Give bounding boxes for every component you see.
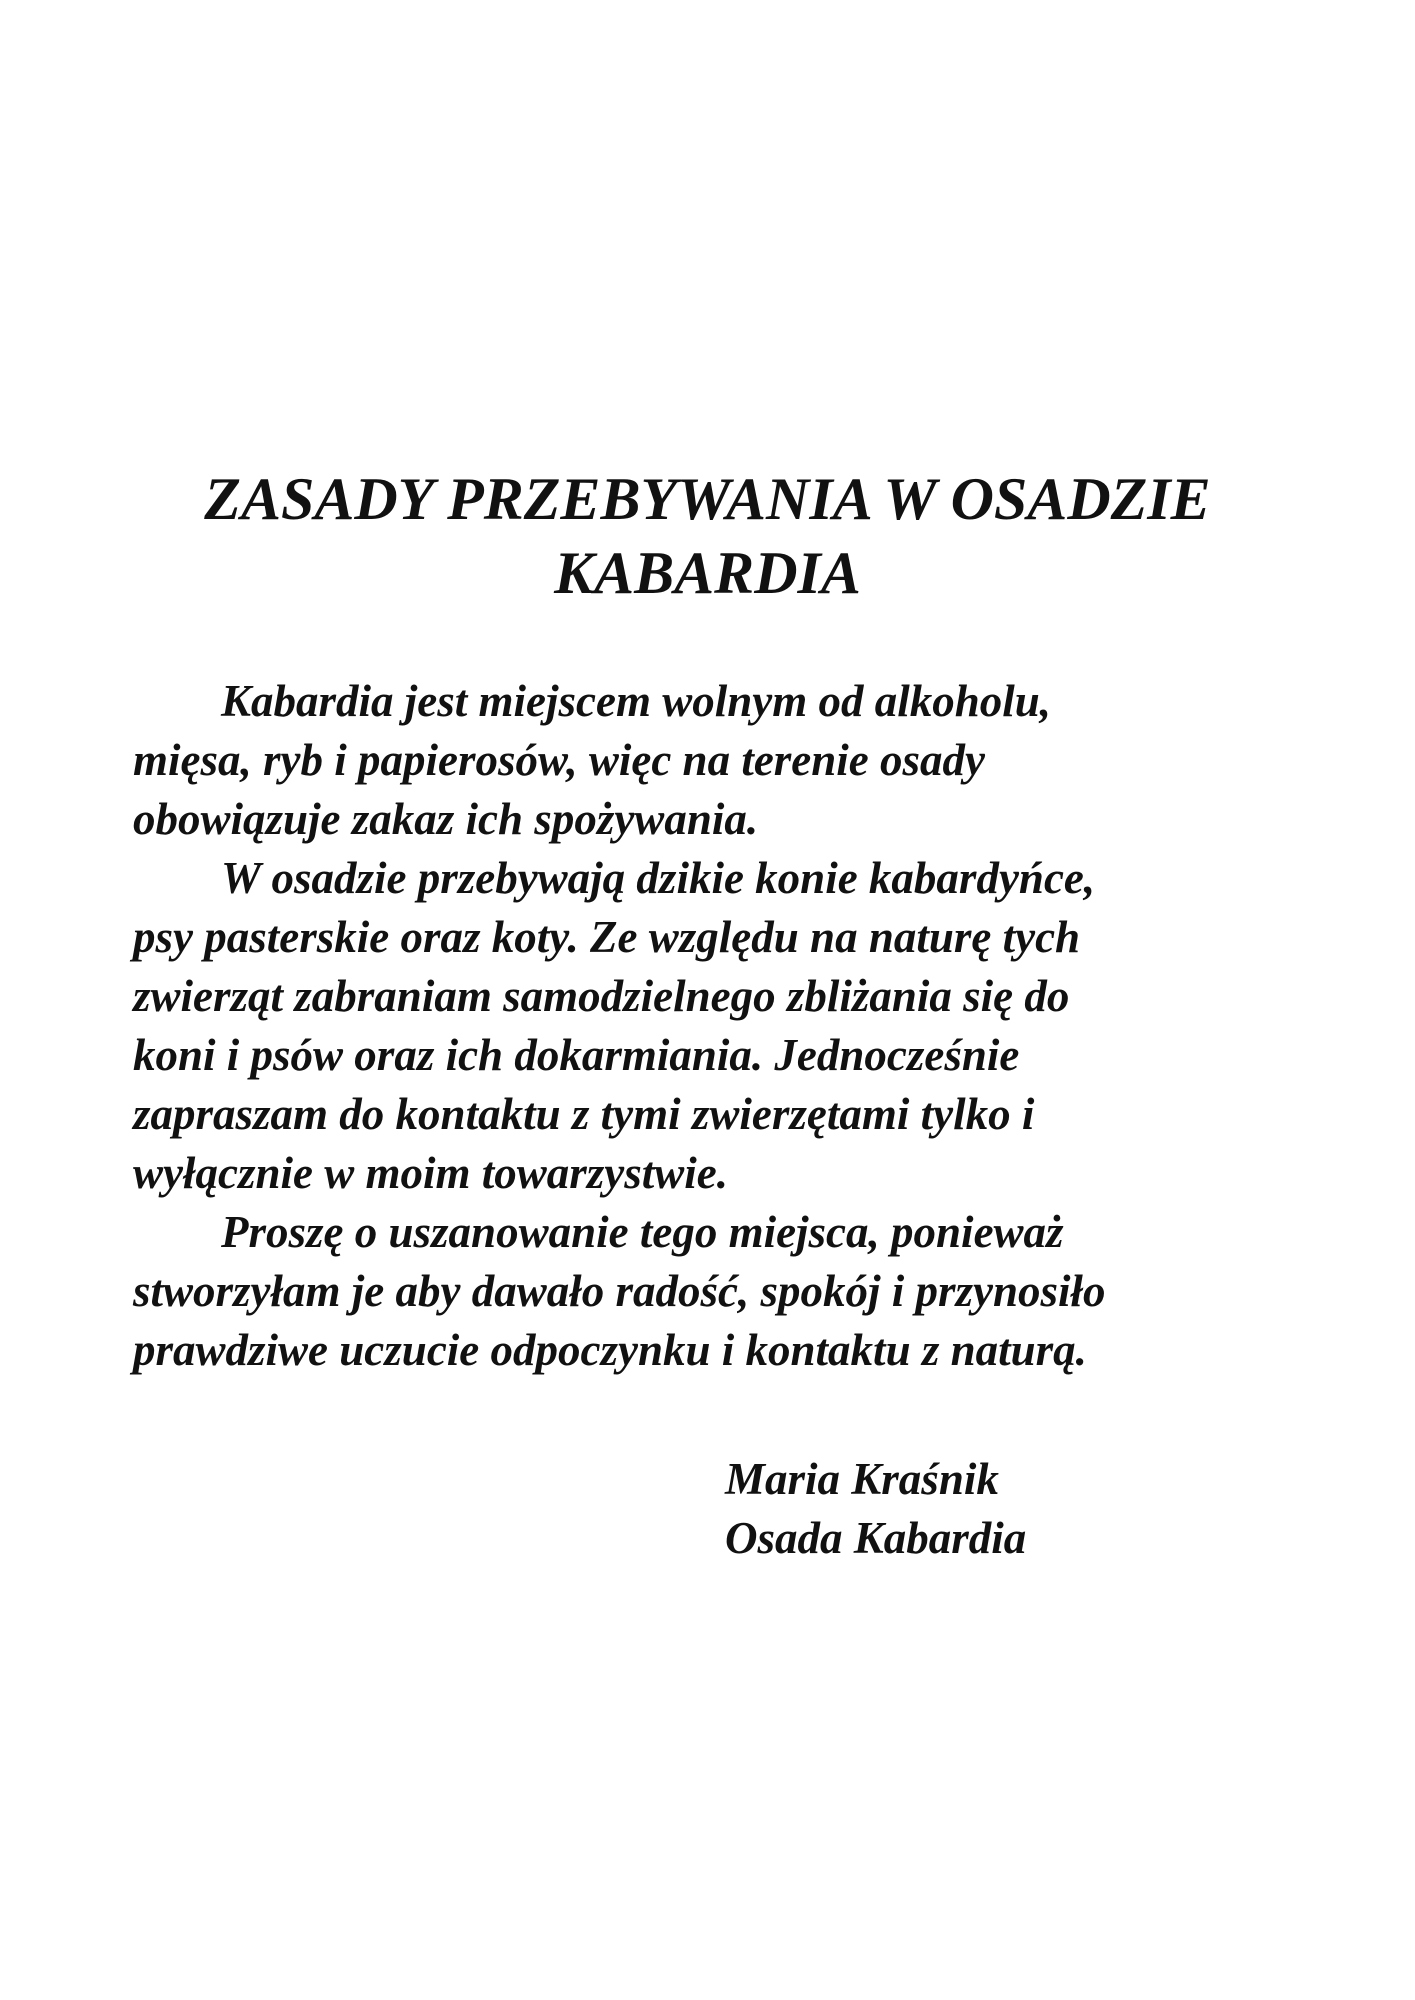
- paragraph-animals: [133, 849, 1333, 1203]
- text-line: koni i psów oraz ich dokarmiania. Jednocześnie: [133, 1030, 1020, 1080]
- title-line-2: KABARDIA: [554, 540, 861, 606]
- title-line-1: ZASADY PRZEBYWANIA W OSADZIE: [204, 466, 1211, 532]
- text-line: Kabardia jest miejscem wolnym od alkoholu,: [221, 676, 1052, 726]
- signature-organization: Osada Kabardia: [725, 1513, 1027, 1563]
- text-line: psy pasterskie oraz koty. Ze względu na naturę tych: [133, 912, 1081, 962]
- paragraph-respect: [133, 1203, 1333, 1380]
- text-line: prawdziwe uczucie odpoczynku i kontaktu z naturą.: [133, 1325, 1087, 1375]
- rules-body: [133, 672, 1333, 1380]
- text-line: W osadzie przebywają dzikie konie kabardyńce,: [221, 853, 1096, 903]
- text-line: zapraszam do kontaktu z tymi zwierzętami tylko i: [133, 1089, 1035, 1139]
- text-line: Proszę o uszanowanie tego miejsca, ponieważ: [221, 1207, 1064, 1257]
- page-title: [0, 462, 1415, 610]
- signature-block: [725, 1450, 1026, 1568]
- text-line: mięsa, ryb i papierosów, więc na terenie osady: [133, 735, 986, 785]
- signature-name: Maria Kraśnik: [725, 1454, 999, 1504]
- paragraph-alcohol-ban: [133, 672, 1333, 849]
- text-line: wyłącznie w moim towarzystwie.: [133, 1148, 729, 1198]
- text-line: obowiązuje zakaz ich spożywania.: [133, 794, 759, 844]
- text-line: zwierząt zabraniam samodzielnego zbliżania się do: [133, 971, 1070, 1021]
- text-line: stworzyłam je aby dawało radość, spokój i przynosiło: [133, 1266, 1106, 1316]
